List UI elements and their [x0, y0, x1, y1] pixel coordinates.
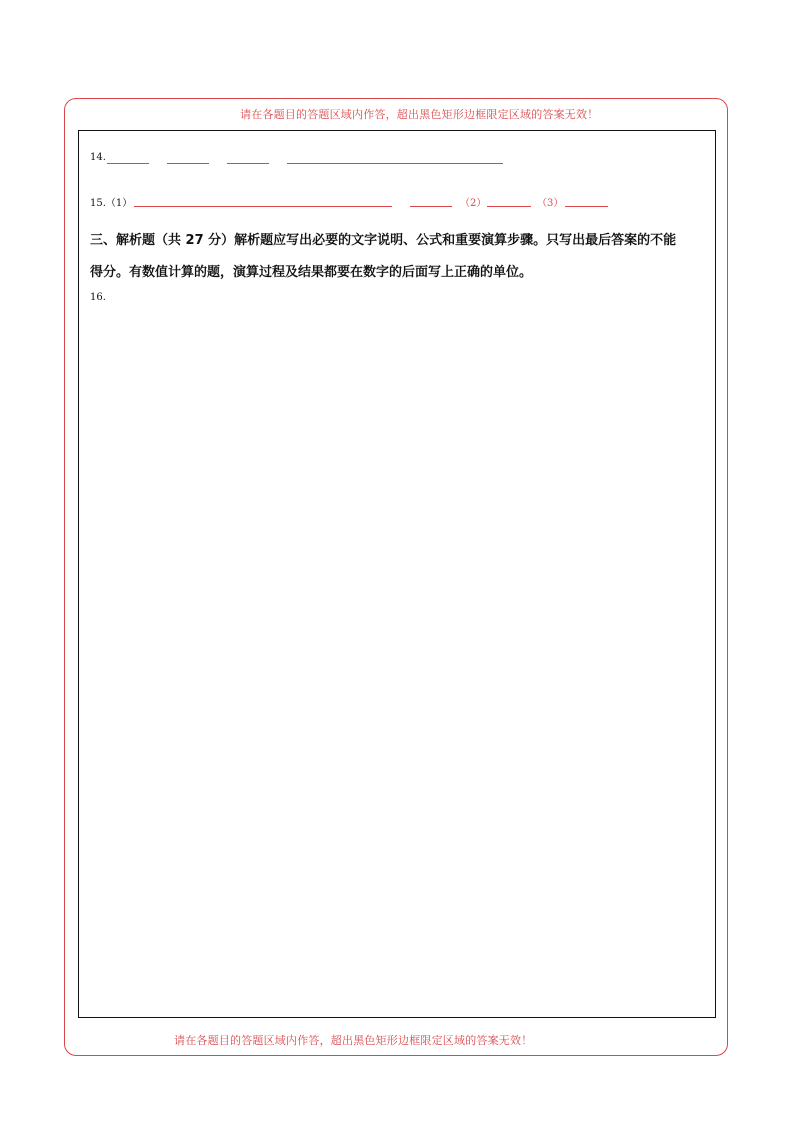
question-14-blank-4[interactable]	[287, 163, 503, 164]
question-15-part3-blank[interactable]	[565, 206, 608, 207]
question-15-label: 15.（1）	[90, 198, 133, 209]
question-15-part2-label: （2）	[460, 198, 487, 209]
question-14-blank-2[interactable]	[167, 163, 209, 164]
question-14-blank-1[interactable]	[107, 163, 149, 164]
section-3-instructions-line-2: 得分。有数值计算的题，演算过程及结果都要在数字的后面写上正确的单位。	[90, 265, 533, 280]
question-15-part3-label: （3）	[537, 198, 564, 209]
question-15-part1-blank-b[interactable]	[410, 206, 452, 207]
top-warning-text: 请在各题目的答题区域内作答，超出黑色矩形边框限定区域的答案无效！	[240, 108, 599, 121]
question-14-blank-3[interactable]	[227, 163, 269, 164]
question-15-part1-blank-a[interactable]	[134, 206, 392, 207]
question-16-label: 16.	[90, 292, 106, 303]
question-15-part2-blank[interactable]	[487, 206, 531, 207]
section-3-instructions-line-1: 三、解析题（共 27 分）解析题应写出必要的文字说明、公式和重要演算步骤。只写出最后答案的不能	[90, 233, 677, 248]
question-14-label: 14.	[90, 152, 106, 163]
bottom-warning-text: 请在各题目的答题区域内作答，超出黑色矩形边框限定区域的答案无效！	[174, 1034, 533, 1047]
